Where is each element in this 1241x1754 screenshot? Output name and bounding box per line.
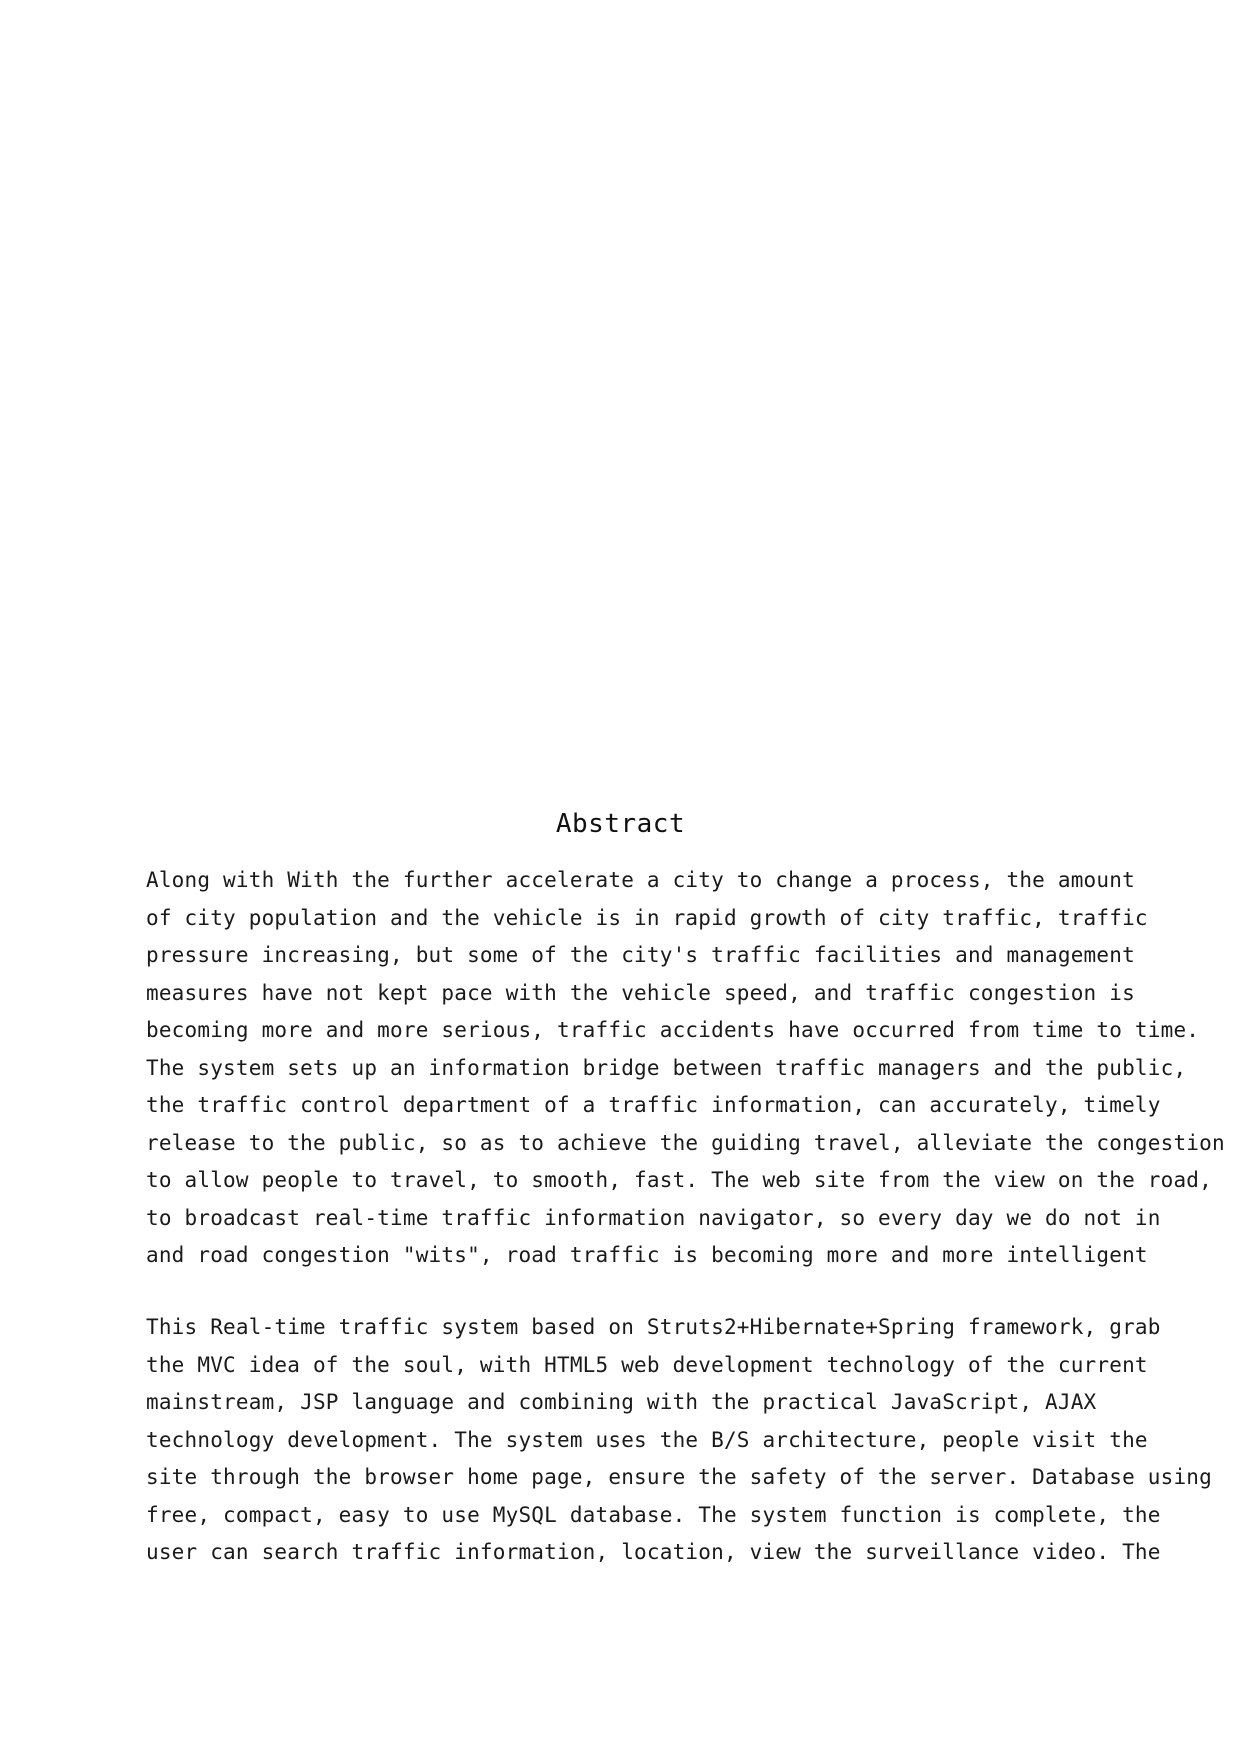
paragraph-line: the traffic control department of a traffic information, can accurately, timely [146, 1093, 1161, 1117]
paragraph-line: Along with With the further accelerate a city to change a process, the amount [146, 868, 1135, 892]
paragraph-line: free, compact, easy to use MySQL database. The system function is complete, the [146, 1502, 1161, 1527]
paragraph-line: release to the public, so as to achieve the guiding travel, alleviate the congestion [146, 1130, 1225, 1155]
paragraph-line: becoming more and more serious, traffic accidents have occurred from time to time. [146, 1018, 1200, 1042]
paragraph-line: user can search traffic information, location, view the surveillance video. The [146, 1540, 1161, 1564]
abstract-paragraph-2 [146, 1309, 1212, 1572]
paragraph-line: to allow people to travel, to smooth, fast. The web site from the view on the road, [146, 1168, 1212, 1192]
abstract-paragraph-1 [146, 862, 1225, 1275]
paragraph-line: the MVC idea of the soul, with HTML5 web development technology of the current [146, 1352, 1148, 1377]
paragraph-line: This Real-time traffic system based on Struts2+Hibernate+Spring framework, grab [146, 1315, 1161, 1339]
paragraph-line: mainstream, JSP language and combining with the practical JavaScript, AJAX [146, 1390, 1097, 1414]
paragraph-line: technology development. The system uses the B/S architecture, people visit the [146, 1427, 1148, 1452]
paragraph-line: to broadcast real-time traffic information navigator, so every day we do not in [146, 1205, 1161, 1230]
paragraph-line: and road congestion "wits", road traffic is becoming more and more intelligent [146, 1243, 1148, 1267]
paragraph-line: measures have not kept pace with the vehicle speed, and traffic congestion is [146, 980, 1135, 1005]
abstract-heading: Abstract [555, 809, 686, 839]
paragraph-line: site through the browser home page, ensure the safety of the server. Database using [146, 1465, 1212, 1489]
paragraph-line: pressure increasing, but some of the city's traffic facilities and management [146, 943, 1135, 967]
paragraph-line: The system sets up an information bridge between traffic managers and the public, [146, 1055, 1187, 1080]
paragraph-line: of city population and the vehicle is in rapid growth of city traffic, traffic [146, 905, 1148, 930]
